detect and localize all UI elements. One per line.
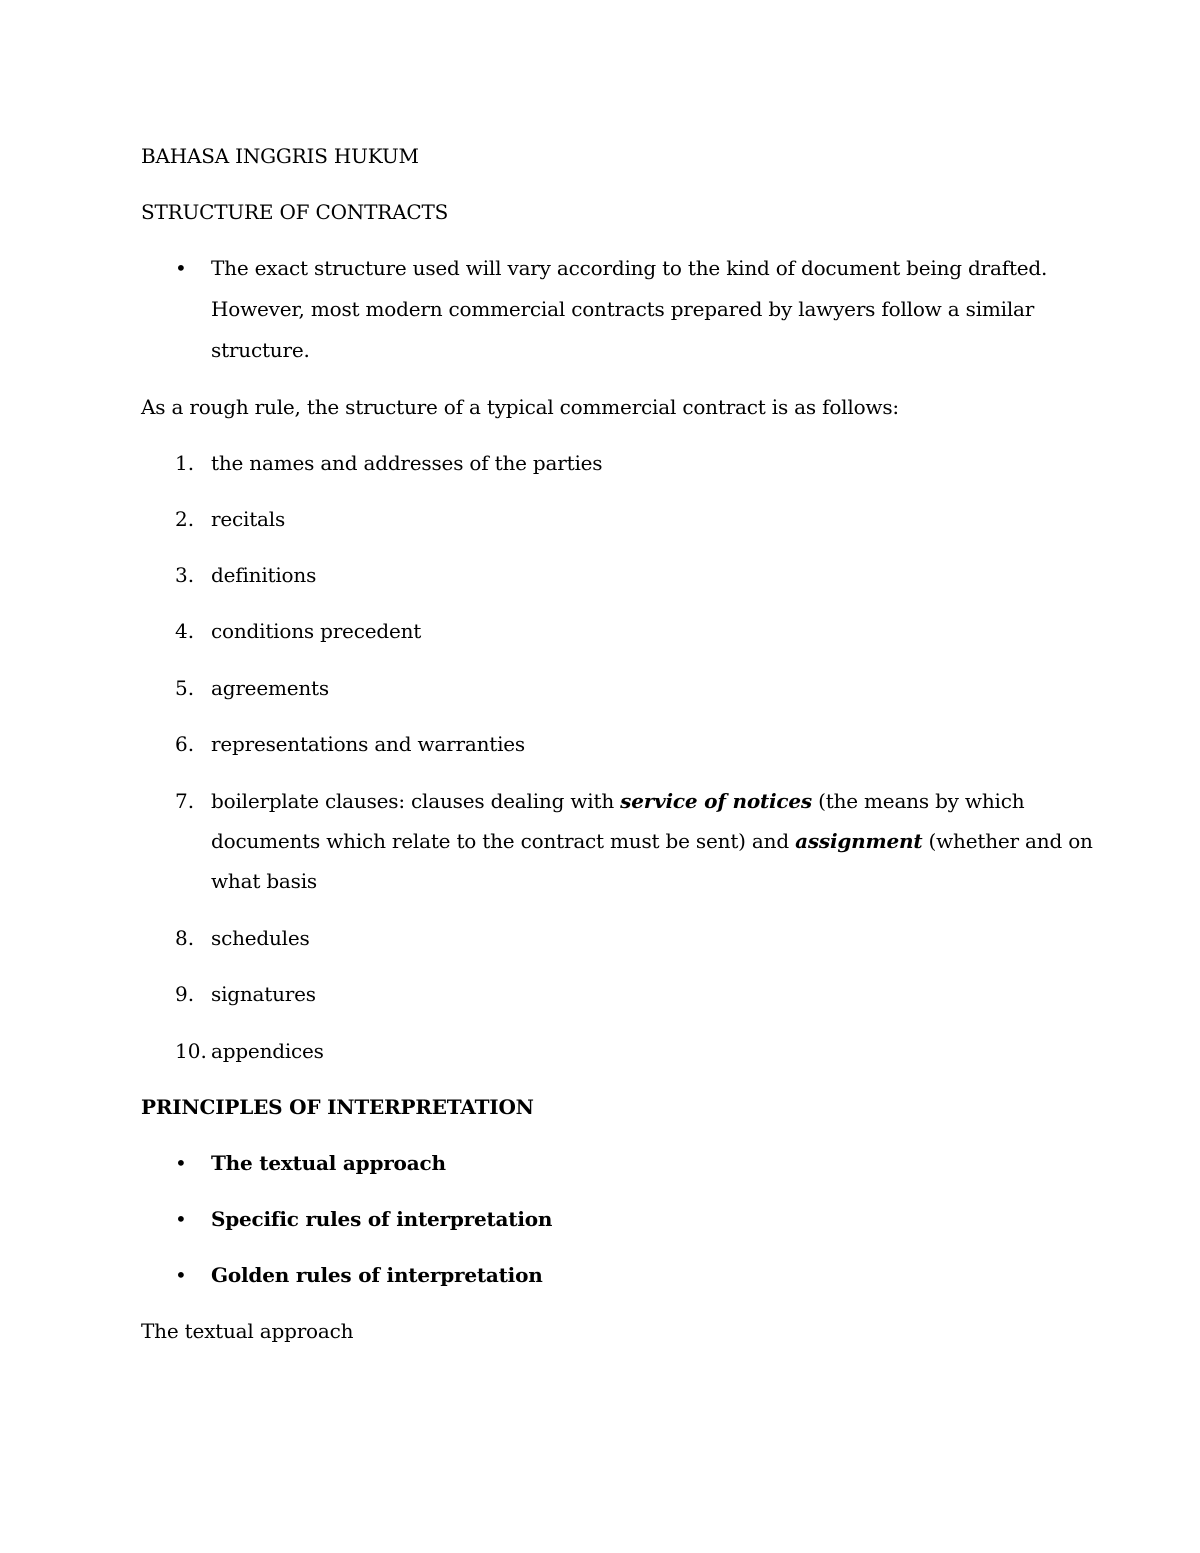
document-title: BAHASA INGGRIS HUKUM [141,144,419,168]
list-number: 8. [175,926,195,950]
bullet-marker: • [175,1151,187,1175]
list-number: 2. [175,507,195,531]
list-item-text: appendices [211,1039,324,1063]
boilerplate-text: boilerplate clauses: clauses dealing with [211,789,621,813]
boilerplate-text: (whether and on [922,829,1093,853]
intro-line-3: structure. [211,338,310,362]
boilerplate-line-3: what basis [211,869,317,893]
list-item-text: conditions precedent [211,619,422,643]
section-heading-principles: PRINCIPLES OF INTERPRETATION [141,1095,534,1119]
list-item-text: signatures [211,982,316,1006]
term-service-of-notices: service of notices [620,789,812,813]
list-item-text: representations and warranties [211,732,525,756]
boilerplate-text: (the means by which [811,789,1025,813]
boilerplate-text: documents which relate to the contract must be sent) and [211,829,796,853]
list-item-text: the names and addresses of the parties [211,451,603,475]
list-item-text: schedules [211,926,310,950]
list-item-text: recitals [211,507,286,531]
list-number: 1. [175,451,195,475]
boilerplate-line-1 [211,789,1024,813]
list-number: 10. [175,1039,207,1063]
bullet-marker: • [175,1207,187,1231]
intro-line-1: The exact structure used will vary according to the kind of document being drafted. [211,256,1048,280]
list-item-text: Specific rules of interpretation [211,1207,553,1231]
list-number: 7. [175,789,195,813]
intro-line-2: However, most modern commercial contracts prepared by lawyers follow a similar [211,297,1035,321]
term-assignment: assignment [795,829,923,853]
rough-rule-paragraph: As a rough rule, the structure of a typical commercial contract is as follows: [141,395,899,419]
bullet-marker: • [175,1263,187,1287]
list-number: 6. [175,732,195,756]
list-item-text: Golden rules of interpretation [211,1263,543,1287]
list-item-text: definitions [211,563,317,587]
list-number: 9. [175,982,195,1006]
closing-paragraph: The textual approach [141,1319,354,1343]
list-number: 3. [175,563,195,587]
bullet-marker: • [175,256,187,280]
list-item-text: agreements [211,676,329,700]
list-number: 5. [175,676,195,700]
section-heading-structure: STRUCTURE OF CONTRACTS [141,200,449,224]
boilerplate-line-2 [211,829,1093,853]
list-number: 4. [175,619,195,643]
list-item-text: The textual approach [211,1151,446,1175]
